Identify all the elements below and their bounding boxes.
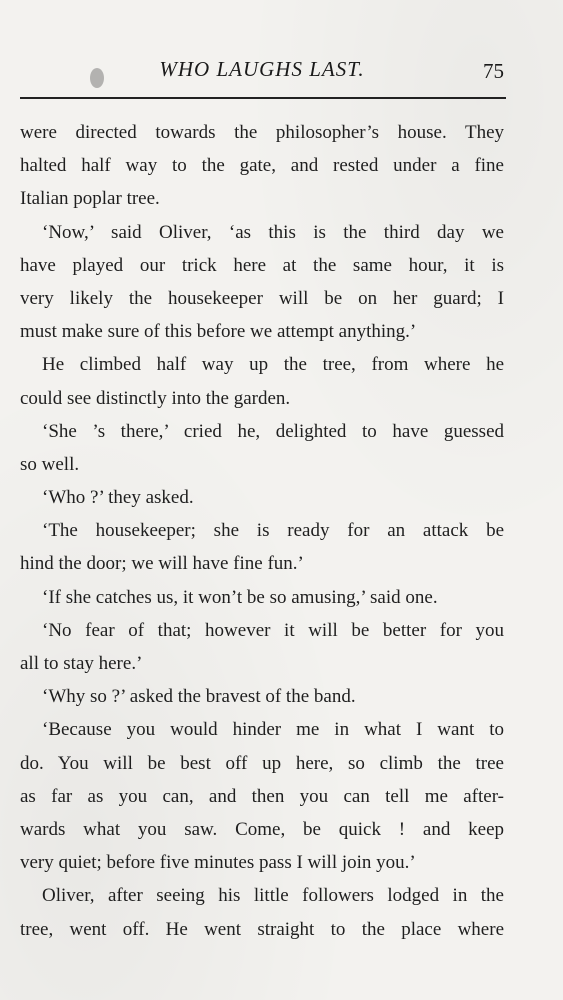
- text-line: Oliver, after seeing his little followers lodged in the: [42, 885, 504, 907]
- text-line: as far as you can, and then you can tell me after-: [20, 785, 504, 807]
- text-line: ‘She ’s there,’ cried he, delighted to have guessed: [42, 420, 504, 442]
- text-line: were directed towards the philosopher’s house. They: [20, 122, 504, 143]
- header-rule: [20, 97, 506, 99]
- text-line: ‘No fear of that; however it will be better for you: [42, 619, 504, 641]
- text-line: ‘The housekeeper; she is ready for an attack be: [42, 520, 504, 542]
- text-line: all to stay here.’: [20, 653, 143, 674]
- text-line: wards what you saw. Come, be quick ! and keep: [20, 818, 504, 840]
- text-line: could see distinctly into the garden.: [20, 387, 291, 409]
- text-line: so well.: [20, 453, 80, 475]
- text-line: very likely the housekeeper will be on her guard; I: [20, 287, 504, 309]
- page-header: [20, 55, 504, 95]
- body-text: [20, 116, 504, 946]
- text-line: ‘Who ?’ they asked.: [42, 487, 194, 509]
- text-line: halted half way to the gate, and rested under a fine: [20, 155, 504, 177]
- text-line: have played our trick here at the same hour, it is: [20, 254, 504, 276]
- text-line: must make sure of this before we attempt anything.’: [20, 321, 417, 343]
- text-line: tree, went off. He went straight to the place where: [20, 918, 504, 940]
- text-line: ‘If she catches us, it won’t be so amusing,’ said one.: [42, 586, 438, 608]
- text-line: He climbed half way up the tree, from where he: [42, 354, 504, 376]
- text-line: hind the door; we will have fine fun.’: [20, 553, 304, 575]
- text-line: ‘Now,’ said Oliver, ‘as this is the third day we: [42, 221, 504, 243]
- text-line: do. You will be best off up here, so climb the tree: [20, 752, 504, 774]
- text-line: very quiet; before five minutes pass I will join you.’: [20, 852, 416, 874]
- text-line: ‘Why so ?’ asked the bravest of the band.: [42, 686, 356, 708]
- text-line: Italian poplar tree.: [20, 188, 160, 210]
- text-line: ‘Because you would hinder me in what I want to: [42, 719, 504, 741]
- page-number: 75: [483, 59, 504, 83]
- running-title: WHO LAUGHS LAST.: [159, 57, 365, 81]
